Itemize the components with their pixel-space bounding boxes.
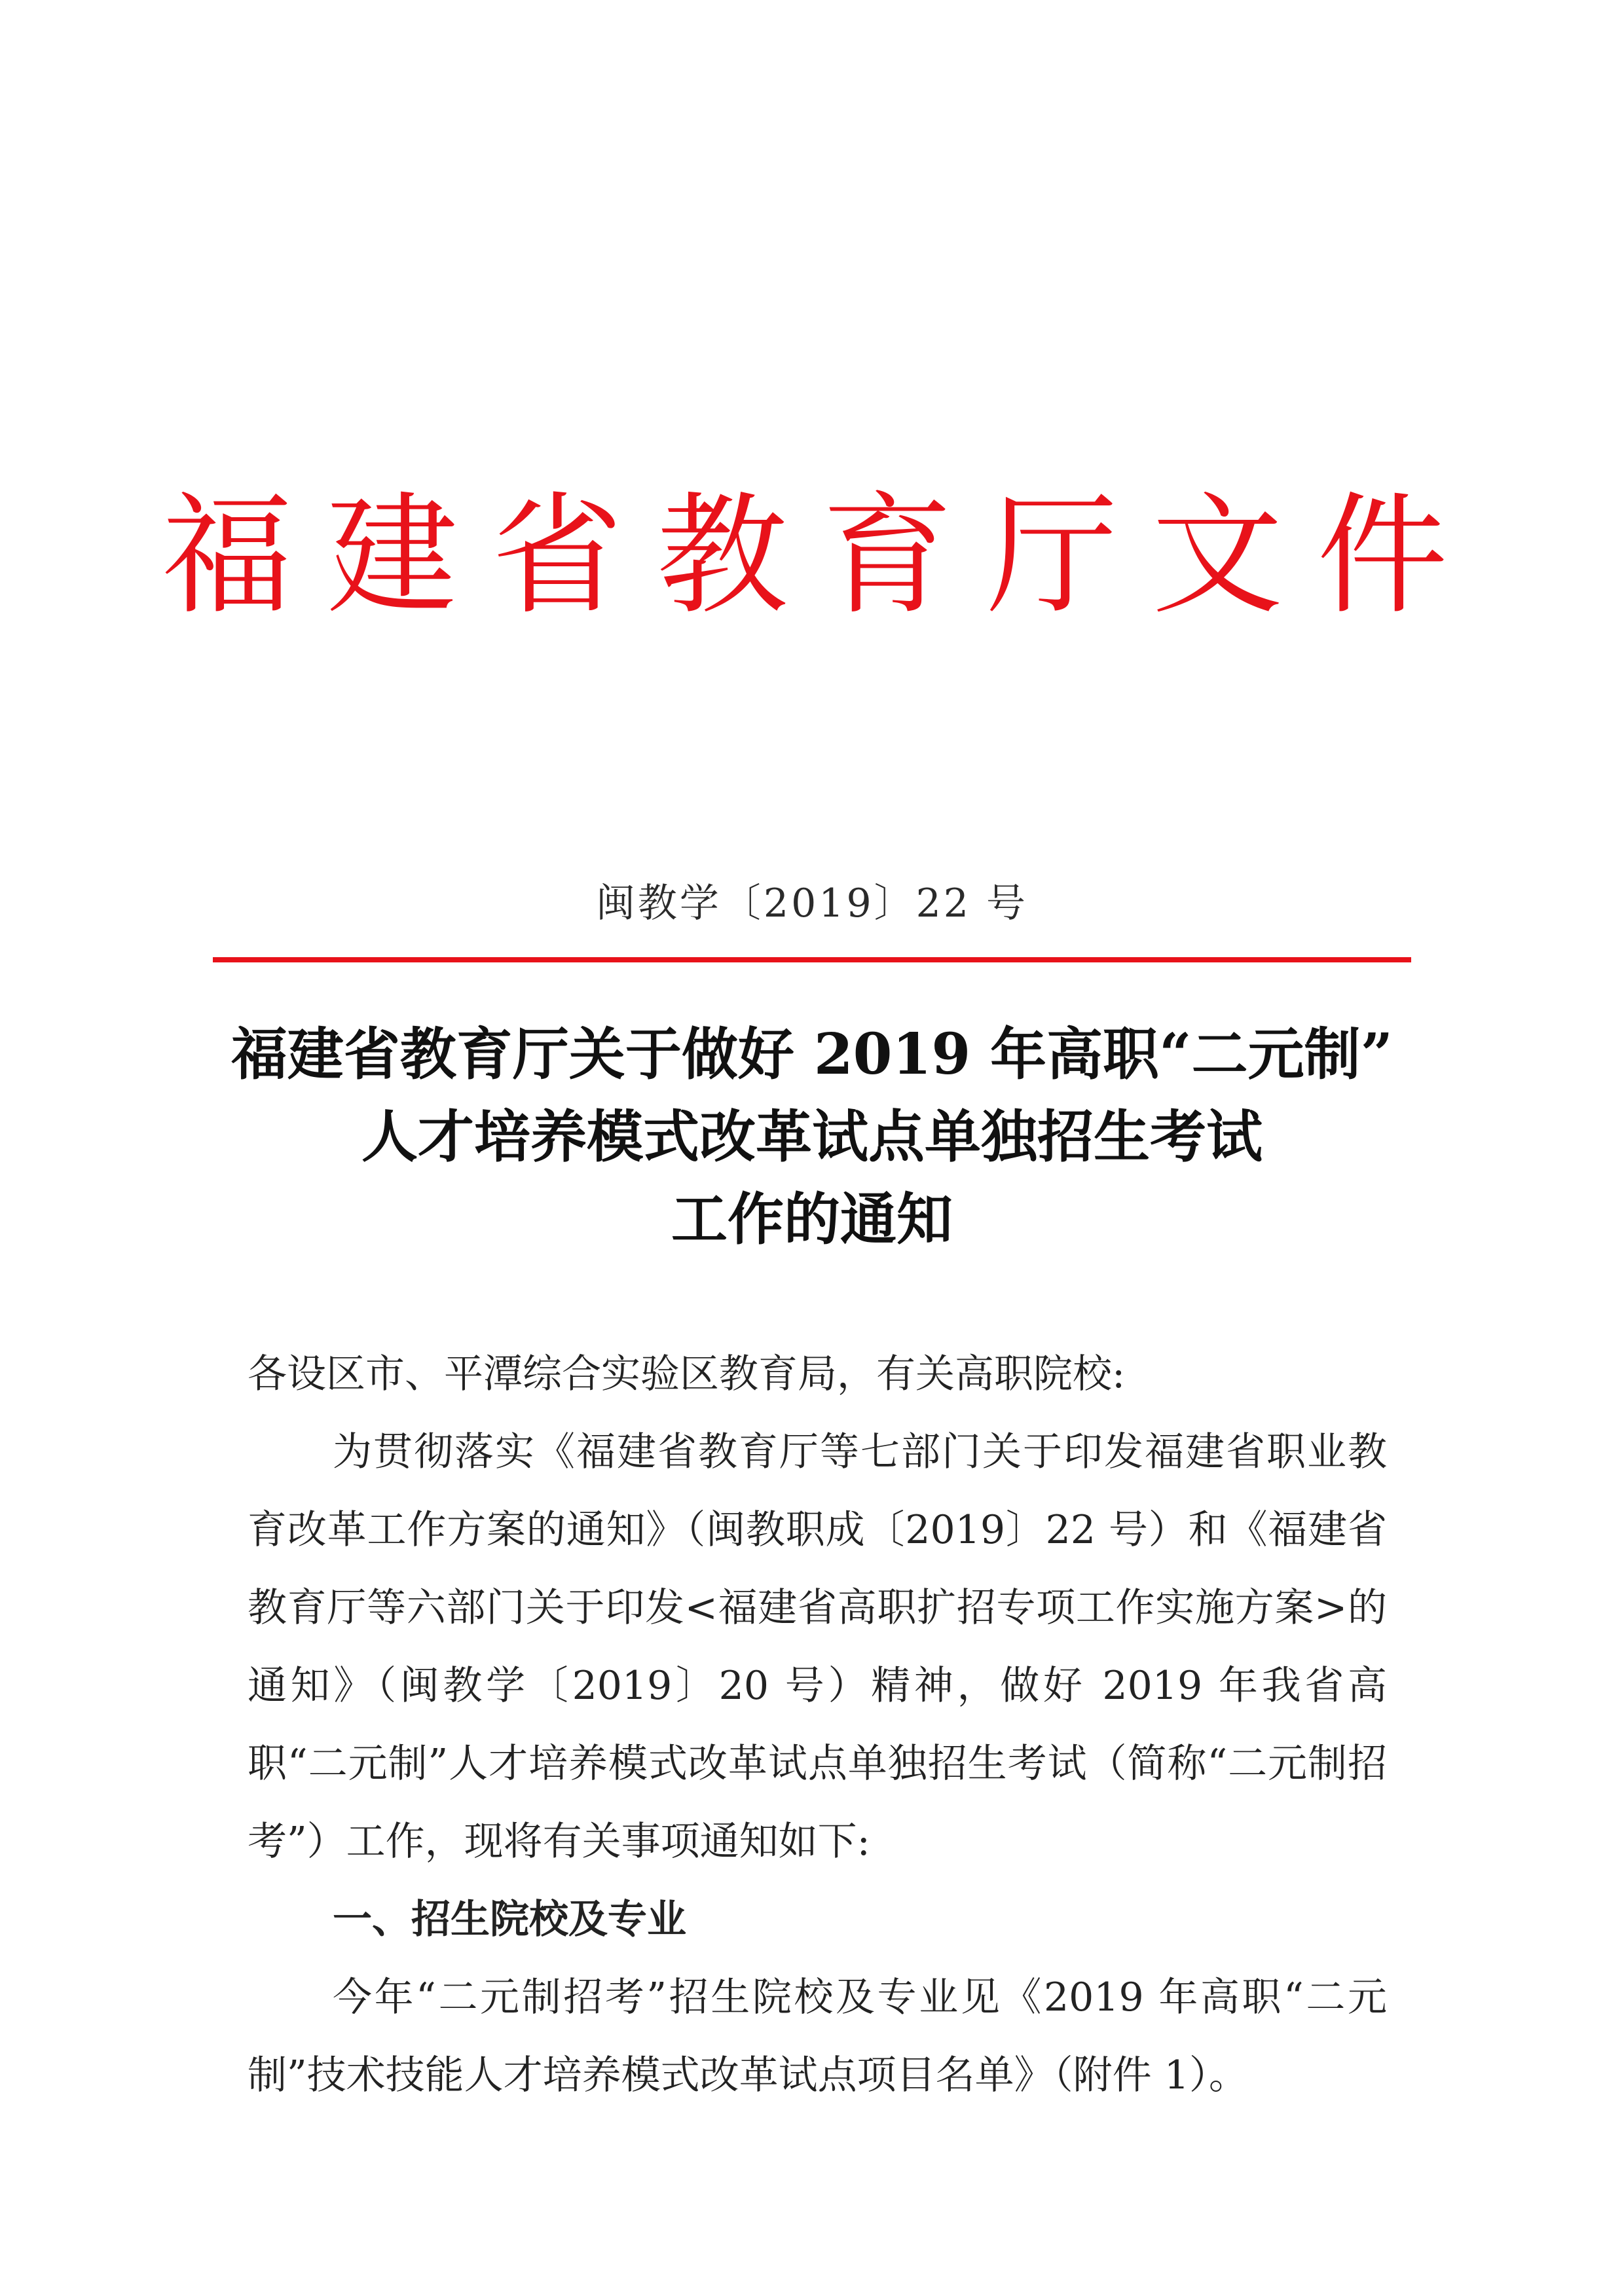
title-line-3: 工作的通知 xyxy=(671,1186,953,1252)
salutation: 各设区市、平潭综合实验区教育局，有关高职院校: xyxy=(248,1351,1126,1397)
section-1-text: 今年“二元制招考”招生院校及专业见《2019 年高职“二元制”技术技能人才培养模式改革试点项目名单》（附件 1）。 xyxy=(248,1975,1387,2098)
document-body xyxy=(248,1336,1387,2115)
paragraph-intro: 为贯彻落实《福建省教育厅等七部门关于印发福建省职业教育改革工作方案的通知》（闽教职成〔2019〕22 号）和《福建省教育厅等六部门关于印发<福建省高职扩招专项工作实施方案>的通知》（闽教学〔2019〕20 号）精神，做好 2019 年我省高职“二元制”人才培养模式改革试点单独招生考试（简称“二元制招考”）工作，现将有关事项通知如下: xyxy=(248,1429,1387,1865)
title-line-1: 福建省教育厅关于做好 2019 年高职“二元制” xyxy=(231,1021,1393,1087)
document-number: 闽教学〔2019〕22 号 xyxy=(595,881,1029,926)
section-heading-1: 一、招生院校及专业 xyxy=(333,1897,686,1942)
document-title xyxy=(196,1013,1428,1261)
red-divider-line xyxy=(213,957,1411,962)
masthead: 福建省教育厅文件 xyxy=(161,480,1482,632)
title-line-2: 人才培养模式改革试点单独招生考试 xyxy=(361,1104,1263,1170)
